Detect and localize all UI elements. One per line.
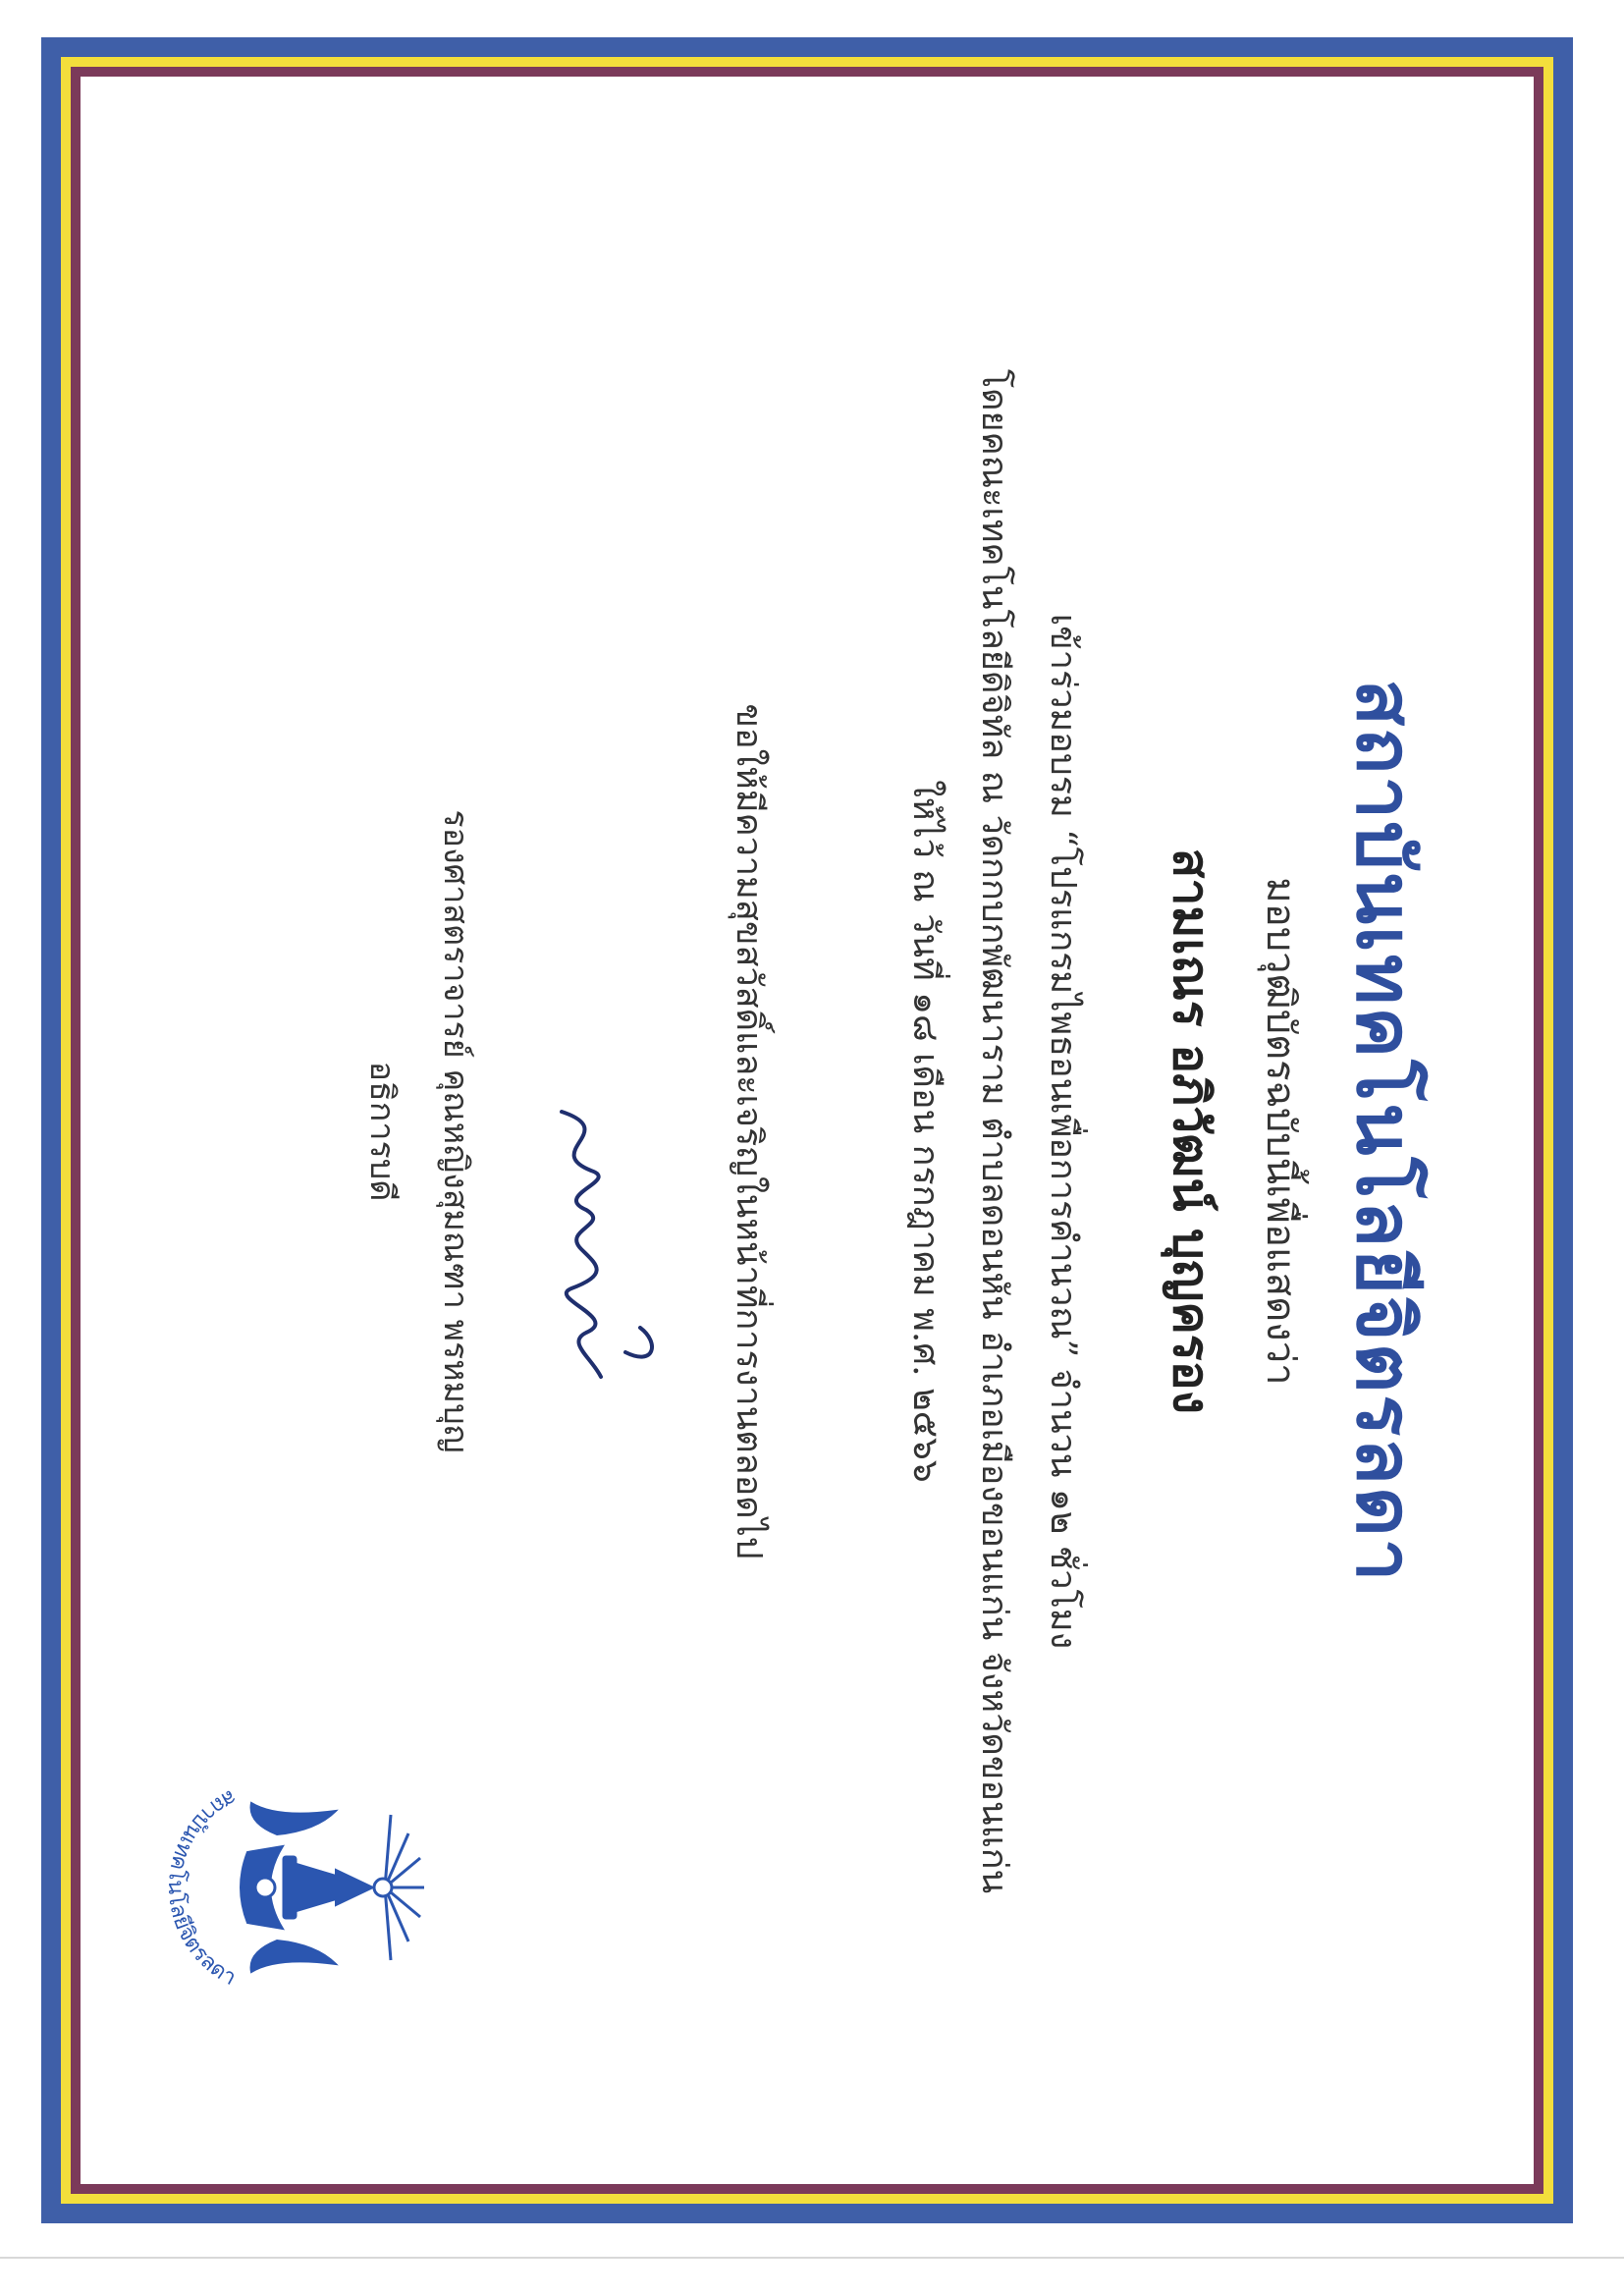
course-description: เข้าร่วมอบรม “โปรแกรมไพธอนเพื่อการคำนวณ” จำนวน ๑๒ ชั่วโมง [1043, 613, 1083, 1650]
blessing-text: ขอให้มีความสุขสวัสดิ์และเจริญในหน้าที่การงานตลอดไป [729, 703, 769, 1559]
recipient-name: สามเณร อภิวัฒน์ บุญครอง [1163, 847, 1220, 1415]
svg-text:สถาบันเทคโนโลยีจิตรลดา: สถาบันเทคโนโลยีจิตรลดา [163, 1783, 241, 1992]
certificate-content [90, 120, 1465, 2143]
scan-edge-line [0, 2257, 1624, 2259]
organizer-location: โดยคณะเทคโนโลยีดิจิทัล ณ วัดกกบกพัฒนาราม ตำบลดอนหัน อำเภอเมืองขอนแก่น จังหวัดขอนแก่น [974, 368, 1014, 1894]
issue-date: ให้ไว้ ณ วันที่ ๑๘ เดือน กรกฎาคม พ.ศ. ๒๕๖๖ [905, 780, 946, 1483]
awarded-statement: มอบวุฒิบัตรฉบับนี้เพื่อแสดงว่า [1258, 877, 1303, 1386]
signer-title: อธิการบดี [362, 1061, 402, 1202]
institution-title: สถาบันเทคโนโลยีจิตรลดา [1339, 679, 1429, 1584]
handwritten-signature [513, 1082, 679, 1436]
signer-name: รองศาสตราจารย์ คุณหญิงสุมณฑา พรหมบุญ [436, 809, 475, 1453]
